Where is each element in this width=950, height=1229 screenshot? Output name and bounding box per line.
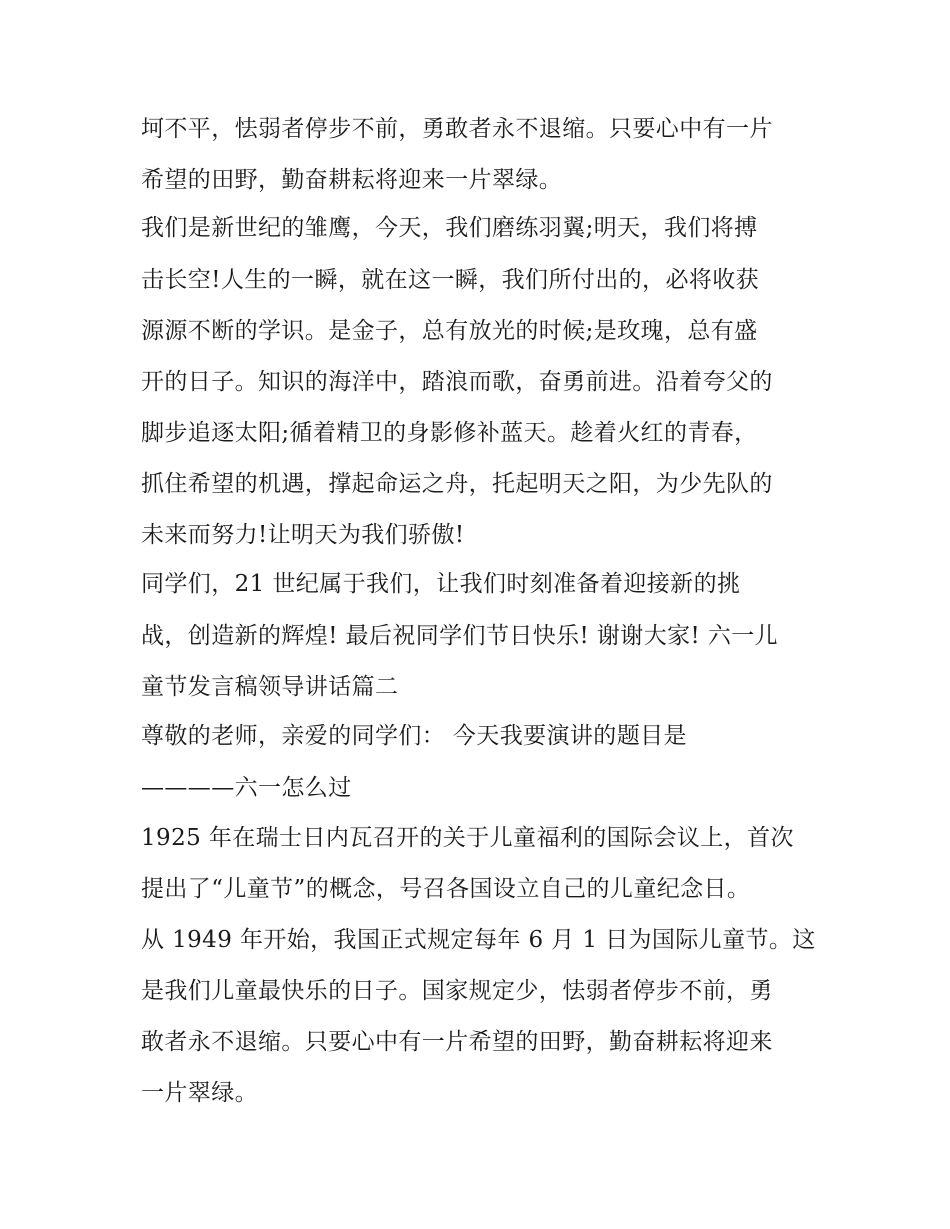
- text-line: 童节发言稿领导讲话篇二: [141, 674, 399, 700]
- text-line: 希望的田野，勤奋耕耘将迎来一片翠绿。: [141, 167, 563, 193]
- text-line: 开的日子。知识的海洋中，踏浪而歌，奋勇前进。沿着夸父的: [141, 369, 773, 395]
- text-line: 是我们儿童最快乐的日子。国家规定少，怯弱者停步不前，勇: [141, 978, 773, 1004]
- text-line: 1925 年在瑞士日内瓦召开的关于儿童福利的国际会议上，首次: [141, 825, 794, 851]
- text-line: 从 1949 年开始，我国正式规定每年 6 月 1 日为国际儿童节。这: [141, 927, 816, 953]
- text-line: 同学们，21 世纪属于我们，让我们时刻准备着迎接新的挑: [141, 571, 741, 597]
- text-line: 未来而努力!让明天为我们骄傲!: [141, 522, 465, 548]
- text-line: 我们是新世纪的雏鹰，今天，我们磨练羽翼;明天，我们将搏: [141, 215, 758, 241]
- text-line: 提出了“儿童节”的概念，号召各国设立自己的儿童纪念日。: [141, 876, 751, 902]
- text-line: 战，创造新的辉煌! 最后祝同学们节日快乐! 谢谢大家! 六一儿: [141, 623, 779, 649]
- text-line: 抓住希望的机遇，撑起命运之舟，托起明天之阳，为少先队的: [141, 471, 773, 497]
- text-line: 一片翠绿。: [141, 1080, 258, 1106]
- text-line: 敢者永不退缩。只要心中有一片希望的田野，勤奋耕耘将迎来: [141, 1029, 773, 1055]
- text-line: 坷不平，怯弱者停步不前，勇敢者永不退缩。只要心中有一片: [141, 116, 773, 142]
- text-line: 击长空!人生的一瞬，就在这一瞬，我们所付出的，必将收获: [141, 267, 760, 293]
- text-line: 尊敬的老师，亲爱的同学们： 今天我要演讲的题目是: [141, 723, 687, 749]
- text-line: ————六一怎么过: [141, 775, 352, 801]
- text-line: 脚步追逐太阳;循着精卫的身影修补蓝天。趁着火红的青春，: [141, 420, 758, 446]
- text-line: 源源不断的学识。是金子，总有放光的时候;是玫瑰，总有盛: [141, 318, 758, 344]
